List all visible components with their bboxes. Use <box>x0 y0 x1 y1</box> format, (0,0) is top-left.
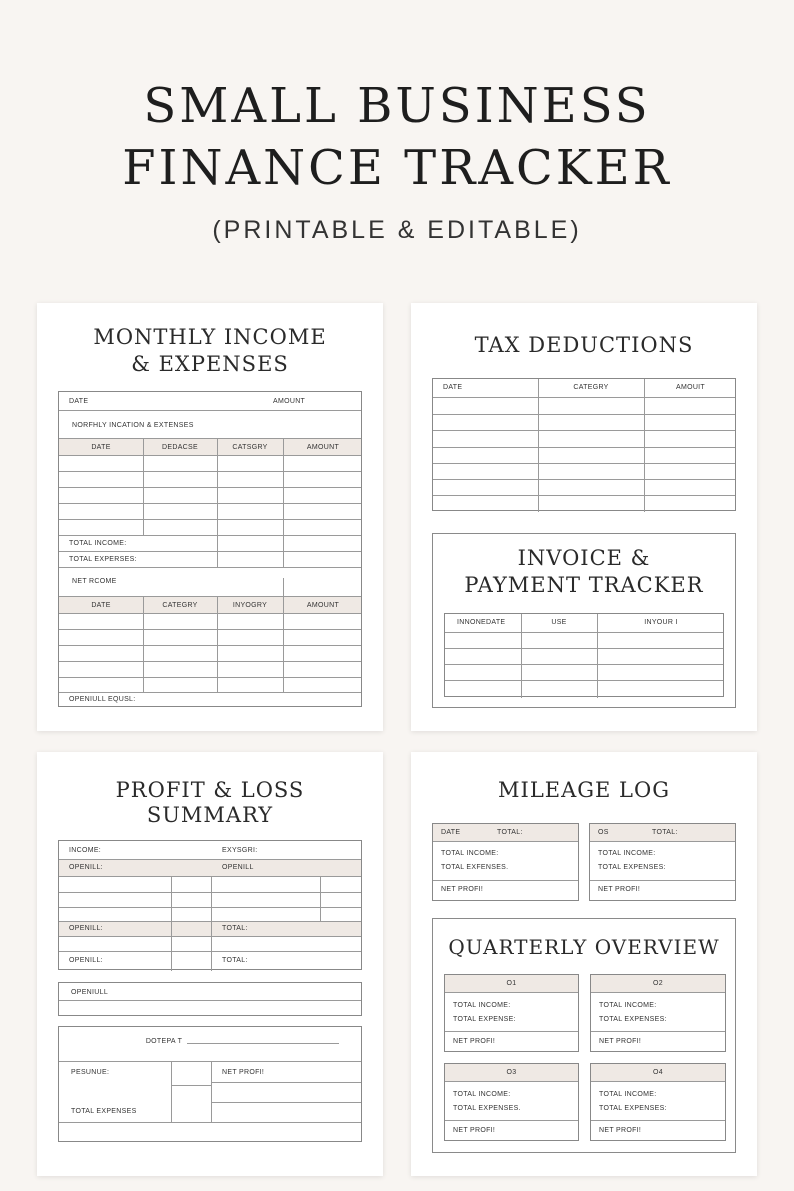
mileage-right-expenses: TOTAL EXPENSES: <box>598 864 666 871</box>
invoice-header-amount: INYOUR I <box>644 619 678 626</box>
t1-header-date: DATE <box>91 444 111 451</box>
q2-income: TOTAL INCOME: <box>599 1002 657 1009</box>
q1-income: TOTAL INCOME: <box>453 1002 511 1009</box>
pl-dotepa-label: DOTEPA T <box>145 1038 183 1045</box>
quarter-box-q1 <box>444 974 579 1052</box>
q4-net: NET PROFI! <box>599 1127 642 1134</box>
mileage-left-head-a: DATE <box>441 829 461 836</box>
q1-net: NET PROFI! <box>453 1038 496 1045</box>
tax-table <box>432 378 736 511</box>
quarterly-title: QUARTERLY OVERVIEW <box>448 935 720 959</box>
date-label: DATE <box>69 398 89 405</box>
q4-expenses: TOTAL EXPENSES: <box>599 1105 667 1112</box>
main-title-line1: SMALL BUSINESS <box>143 78 651 134</box>
mileage-left-income: TOTAL INCOME: <box>441 850 499 857</box>
footer-label: OPENIULL EQUSL: <box>69 696 136 703</box>
mileage-title: MILEAGE LOG <box>498 778 670 802</box>
pl-openill-1: OPENILL <box>222 864 254 871</box>
q1-expenses: TOTAL EXPENSE: <box>453 1016 516 1023</box>
mileage-right-net: NET PROFI! <box>598 886 641 893</box>
pl-openill-colon-1: OPENILL: <box>69 864 103 871</box>
pl-income-label: INCOME: <box>69 847 102 854</box>
invoice-table <box>444 613 724 697</box>
q3-net: NET PROFI! <box>453 1127 496 1134</box>
invoice-title-line1: INVOICE & <box>517 546 651 570</box>
quarter-box-q4 <box>590 1063 726 1141</box>
section-label: NORFHLY INCATION & EXTENSES <box>72 422 194 429</box>
mileage-page <box>411 752 757 1176</box>
pl-page <box>37 752 383 1176</box>
pl-table-main <box>58 840 362 970</box>
q3-label: O3 <box>506 1069 517 1076</box>
q2-net: NET PROFI! <box>599 1038 642 1045</box>
total-income-label: TOTAL INCOME: <box>69 540 127 547</box>
pl-total-1: TOTAL: <box>222 925 248 932</box>
q3-expenses: TOTAL EXPENSES. <box>453 1105 521 1112</box>
pl-pesunue-label: PESUNUE: <box>71 1069 110 1076</box>
tax-title: TAX DEDUCTIONS <box>474 333 694 357</box>
pl-bottom-table <box>58 1026 362 1142</box>
pl-total-expenses-label: TOTAL EXPENSES <box>71 1108 137 1115</box>
t1-header-category: CATSGRY <box>232 444 268 451</box>
monthly-title-line2: & EXPENSES <box>131 352 289 376</box>
t2-header-category: CATEGRY <box>162 602 198 609</box>
pl-openiull-box <box>58 982 362 1016</box>
pl-title-line1: PROFIT & LOSS <box>115 778 305 802</box>
tax-header-date: DATE <box>443 384 463 391</box>
tax-header-amount: AMOUIT <box>675 384 706 391</box>
mileage-left-net: NET PROFI! <box>441 886 484 893</box>
pl-title-line2: SUMMARY <box>146 803 274 827</box>
invoice-header-date: INNONEDATE <box>457 619 506 626</box>
mileage-right-income: TOTAL INCOME: <box>598 850 656 857</box>
net-income-label: NET RCOME <box>72 578 117 585</box>
pl-openill-colon-2: OPENILL: <box>69 925 103 932</box>
quarterly-frame <box>432 918 736 1153</box>
amount-label: AMOUNT <box>273 398 306 405</box>
t1-header-amount: AMOUNT <box>306 444 340 451</box>
pl-net-profit-label: NET PROFI! <box>222 1069 265 1076</box>
q2-label: O2 <box>653 980 663 987</box>
mileage-right-head-a: OS <box>598 829 609 836</box>
pl-openiull-label: OPENIULL <box>71 989 109 996</box>
mileage-left-expenses: TOTAL EXFENSES. <box>441 864 509 871</box>
mileage-right-box <box>589 823 736 901</box>
q2-expenses: TOTAL EXPENSES: <box>599 1016 667 1023</box>
mileage-right-head-b: TOTAL: <box>652 829 678 836</box>
invoice-title-line2: PAYMENT TRACKER <box>464 573 704 597</box>
invoice-header-use: USE <box>551 619 567 626</box>
t2-header-amount: AMOUNT <box>306 602 340 609</box>
q4-label: O4 <box>653 1069 663 1076</box>
pl-exysgr-label: EXYSGRI: <box>222 847 258 854</box>
mileage-left-box <box>432 823 579 901</box>
t2-header-inyogry: INYOGRY <box>232 602 268 609</box>
mileage-left-head-b: TOTAL: <box>497 829 523 836</box>
pl-total-2: TOTAL: <box>222 957 248 964</box>
quarter-box-q2 <box>590 974 726 1052</box>
invoice-frame <box>432 533 736 708</box>
t1-header-dedacse: DEDACSE <box>162 444 198 451</box>
tax-page <box>411 303 757 731</box>
monthly-table <box>58 391 362 707</box>
q4-income: TOTAL INCOME: <box>599 1091 657 1098</box>
quarter-box-q3 <box>444 1063 579 1141</box>
tax-header-category: CATEGRY <box>573 384 609 391</box>
q3-income: TOTAL INCOME: <box>453 1091 511 1098</box>
main-title-line2: FINANCE TRACKER <box>122 140 672 196</box>
q1-label: O1 <box>506 980 517 987</box>
pl-openill-colon-3: OPENILL: <box>69 957 103 964</box>
monthly-title-line1: MONTHLY INCOME <box>93 325 327 349</box>
total-expenses-label: TOTAL EXPERSES: <box>69 556 137 563</box>
subtitle: (PRINTABLE & EDITABLE) <box>212 216 582 244</box>
monthly-page <box>37 303 383 731</box>
t2-header-date: DATE <box>91 602 111 609</box>
